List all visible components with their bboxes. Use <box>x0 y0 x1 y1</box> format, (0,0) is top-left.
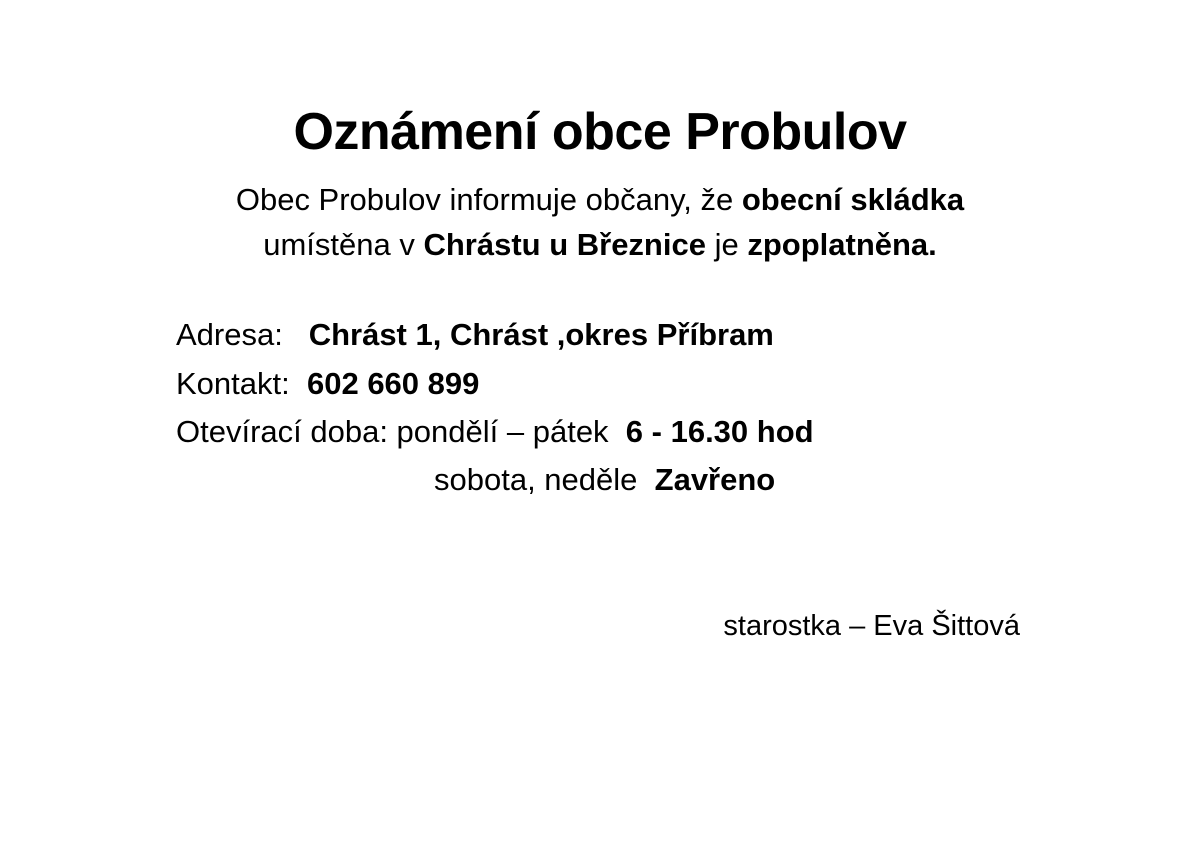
intro-line1-emphasis: obecní skládka <box>741 181 965 217</box>
contact-label: Kontakt: <box>176 365 290 401</box>
contact-value: 602 660 899 <box>306 365 480 401</box>
address-value: Chrást 1, Chrást ,okres Příbram <box>308 317 774 353</box>
intro-line2-emphasis-location: Chrástu u Březnice <box>423 226 706 262</box>
opening-hours-row <box>176 408 1200 456</box>
page-title: Oznámení obce Probulov <box>293 103 907 161</box>
opening-hours-label: Otevírací doba: pondělí – pátek <box>176 413 609 449</box>
contact-row <box>176 360 1200 408</box>
opening-hours-value: 6 - 16.30 hod <box>625 413 814 449</box>
intro-line1-text: Obec Probulov informuje občany, že <box>235 181 742 217</box>
intro-paragraph <box>0 160 1200 268</box>
weekend-hours-row <box>176 456 1200 504</box>
address-label: Adresa: <box>176 317 283 353</box>
weekend-label: sobota, neděle <box>434 461 638 497</box>
address-row <box>176 311 1200 359</box>
weekend-value: Zavřeno <box>654 461 776 497</box>
intro-line2-emphasis-status: zpoplatněna. <box>747 226 937 262</box>
intro-line2-text: umístěna v <box>263 226 424 262</box>
intro-line2-connector: je <box>705 226 748 262</box>
signature: starostka – Eva Šittová <box>723 609 1020 642</box>
details-block <box>0 267 1200 503</box>
